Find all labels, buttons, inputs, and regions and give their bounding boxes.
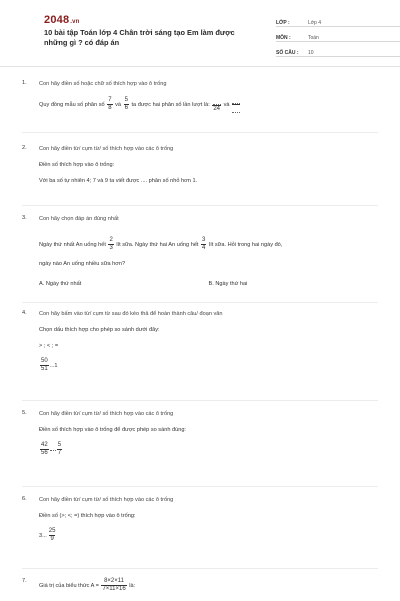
answer-fraction	[232, 96, 240, 113]
meta-box	[276, 14, 400, 59]
question-4	[22, 310, 378, 381]
logo[interactable]	[44, 14, 80, 26]
question-text: ngày nào An uống nhiều sữa hơn?	[39, 261, 126, 267]
answer-blank[interactable]	[50, 443, 56, 451]
question-divider	[22, 302, 378, 303]
question-text	[39, 578, 378, 593]
fraction	[48, 528, 57, 543]
meta-row-subject	[276, 29, 400, 42]
question-text: Điền số thích hợp vào ô trống:	[39, 162, 115, 168]
text-segment: ta được hai phân số lần lượt là:	[131, 101, 210, 108]
question-6	[22, 496, 378, 551]
logo-text: 2048	[44, 14, 70, 26]
text-segment: và	[223, 101, 230, 108]
denominator: 24	[213, 105, 220, 112]
question-number: 2.	[22, 145, 27, 151]
meta-value: 10	[308, 50, 314, 56]
question-number: 4.	[22, 310, 27, 316]
numerator: 42	[41, 442, 48, 448]
logo-suffix: .vn	[70, 19, 80, 25]
comparison	[39, 528, 378, 543]
numerator: 25	[48, 528, 56, 534]
drop-target[interactable]: ...1	[49, 362, 58, 369]
question-number: 6.	[22, 496, 27, 502]
denominator: 8	[108, 105, 112, 111]
meta-key: MÔN :	[276, 35, 291, 41]
question-7	[22, 578, 378, 601]
comparison	[39, 358, 378, 373]
page-title: 10 bài tập Toán lớp 4 Chân trời sáng tạo Em làm được những gì ? có đáp án	[44, 28, 235, 47]
question-divider	[22, 400, 378, 401]
question-title: Con hãy điền từ/ cụm từ/ số thích hợp vào các ô trống	[39, 497, 174, 503]
question-title: Con hãy điền từ/ cụm từ/ số thích hợp vào các ô trống	[39, 411, 174, 417]
numerator: 2	[109, 237, 113, 243]
fraction	[101, 578, 126, 593]
numerator: 8×2×11	[104, 578, 125, 584]
meta-key: SỐ CÂU :	[276, 50, 299, 56]
text-segment: Ngày thứ nhất An uống hết	[39, 241, 106, 248]
numerator: 5	[57, 442, 62, 448]
header-divider	[0, 66, 400, 67]
question-3	[22, 215, 378, 296]
denominator: 56	[41, 450, 48, 456]
text-segment: là:	[129, 582, 136, 589]
question-title: Con hãy điền số hoặc chữ số thích hợp vào ô trống	[39, 81, 167, 87]
meta-value: Lớp 4	[308, 20, 322, 26]
answer-fraction	[212, 97, 221, 113]
question-1	[22, 80, 378, 121]
question-2	[22, 145, 378, 193]
fraction	[107, 97, 112, 112]
fraction	[40, 358, 49, 373]
question-text: Điền số (>; <; =) thích hợp vào ô trống:	[39, 513, 136, 519]
denominator: 4	[202, 245, 206, 251]
question-text: Chọn dấu thích hợp cho phép so sánh dưới đây:	[39, 327, 160, 333]
question-text[interactable]: Với ba số tự nhiên 4; 7 và 9 ta viết được .... phân số nhỏ hơn 1.	[39, 178, 198, 184]
question-text: Điền số thích hợp vào ô trống để được phép so sánh đúng:	[39, 427, 186, 433]
denominator: 7	[57, 450, 62, 456]
meta-value: Toán	[308, 35, 319, 41]
drag-symbols[interactable]: > ; < ; =	[39, 343, 59, 349]
question-number: 5.	[22, 410, 27, 416]
numerator: 5	[124, 97, 128, 103]
option-a[interactable]: A. Ngày thứ nhất	[39, 281, 82, 287]
question-number: 3.	[22, 215, 27, 221]
fraction	[201, 237, 206, 252]
question-number: 1.	[22, 80, 27, 86]
question-title: Con hãy chọn đáp án đúng nhất	[39, 216, 119, 222]
denominator: 3	[109, 245, 113, 251]
meta-row-class	[276, 14, 400, 27]
fraction	[108, 237, 113, 252]
question-divider	[22, 205, 378, 206]
question-divider	[22, 132, 378, 133]
denominator: 9	[50, 536, 54, 542]
question-divider	[22, 568, 378, 569]
drop-target[interactable]: 3...	[39, 532, 47, 539]
answer-options	[39, 280, 378, 288]
meta-key: LỚP :	[276, 20, 290, 26]
text-segment: và	[115, 101, 122, 108]
question-text	[39, 96, 378, 113]
question-text	[39, 237, 378, 252]
fraction	[124, 97, 129, 112]
text-segment: lít sữa. Hỏi trong hai ngày đó,	[208, 241, 283, 248]
comparison	[39, 442, 378, 457]
text-segment: lít sữa. Ngày thứ hai An uống hết	[116, 241, 199, 248]
denominator: 6	[124, 105, 128, 111]
numerator: 50	[41, 358, 48, 364]
denominator: 7×11×16	[102, 586, 126, 592]
question-divider	[22, 486, 378, 487]
numerator: 7	[108, 97, 112, 103]
option-b[interactable]: B. Ngày thứ hai	[208, 281, 248, 287]
fraction	[40, 442, 49, 457]
numerator: 3	[202, 237, 206, 243]
text-segment: Giá trị của biểu thức A =	[39, 582, 99, 589]
meta-row-count	[276, 44, 400, 57]
text-segment: Quy đồng mẫu số phân số	[39, 101, 105, 108]
question-title: Con hãy bấm vào từ/ cụm từ sau đó kéo thả để hoàn thành câu/ đoạn văn	[39, 311, 223, 317]
answer-blank[interactable]	[232, 104, 240, 113]
header	[22, 0, 378, 66]
fraction	[57, 442, 62, 457]
question-number: 7.	[22, 578, 27, 584]
question-title: Con hãy điền từ/ cụm từ/ số thích hợp vào các ô trống	[39, 146, 174, 152]
denominator: 51	[41, 366, 48, 372]
answer-blank[interactable]	[232, 96, 240, 104]
question-5	[22, 410, 378, 465]
answer-blank[interactable]	[213, 97, 221, 105]
